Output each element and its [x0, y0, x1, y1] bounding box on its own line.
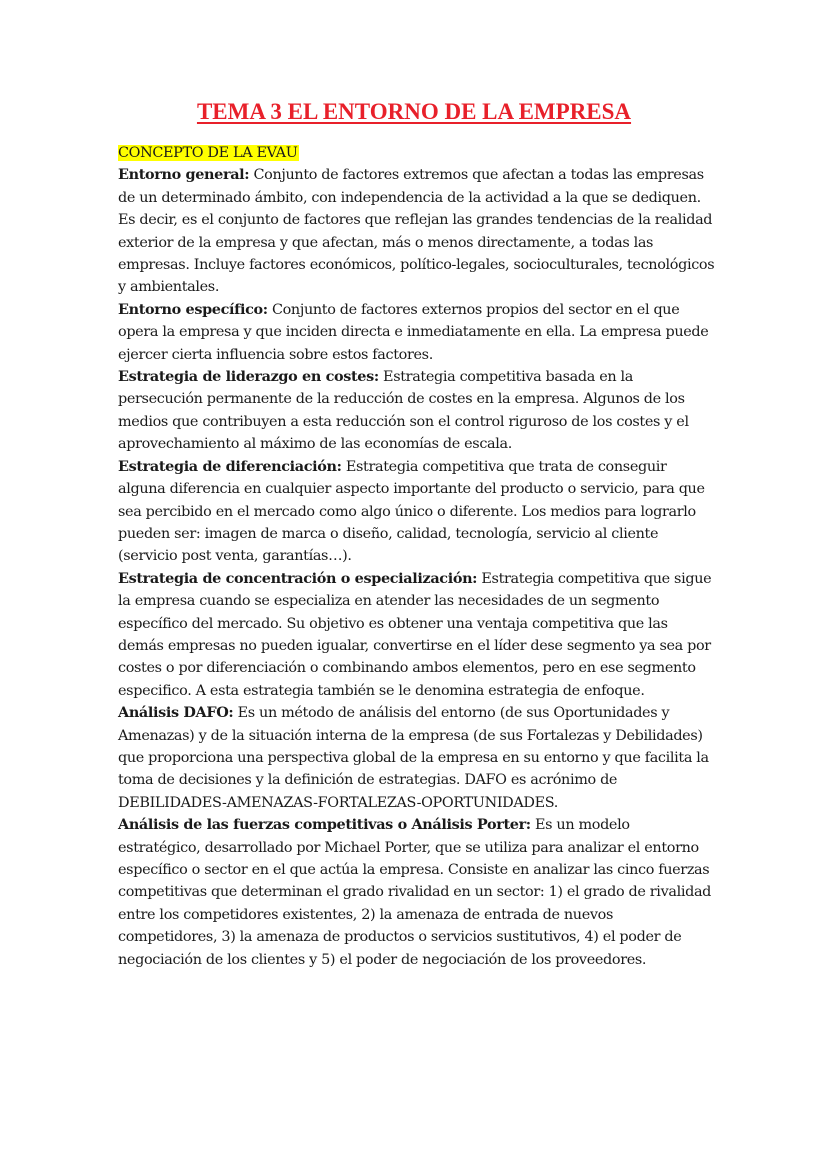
- definition-entry: [118, 456, 716, 568]
- definition-term: Estrategia de liderazgo en costes:: [118, 368, 379, 386]
- section-heading: CONCEPTO DE LA EVAU: [118, 145, 298, 161]
- definition-text: Es un modelo estratégico, desarrollado por Michael Porter, que se utiliza para analizar el entorno específico o sector en el que actúa la empresa. Consiste en analizar las cinco fuerzas competitivas que determinan el grado rivalidad en un sector: 1) el grado de rivalidad entre los competidores existentes, 2) la amenaza de entrada de nuevos competidores, 3) la amenaza de productos o servicios sustitutivos, 4) el poder de negociación de los clientes y 5) el poder de negociación de los proveedores.: [118, 817, 712, 968]
- definition-text: Conjunto de factores extremos que afectan a todas las empresas de un determinado ámbito, con independencia de la actividad a la que se dediquen. Es decir, es el conjunto de factores que reflejan las grandes tendencias de la realidad exterior de la empresa y que afectan, más o menos directamente, a todas las empresas. Incluye factores económicos, político-legales, socioculturales, tecnológicos y ambientales.: [118, 167, 715, 296]
- definition-term: Estrategia de concentración o especialización:: [118, 569, 478, 587]
- definition-term: Estrategia de diferenciación:: [118, 457, 342, 475]
- definition-entry: [118, 164, 716, 298]
- definition-term: Análisis de las fuerzas competitivas o Análisis Porter:: [118, 816, 531, 834]
- definition-text: Estrategia competitiva basada en la persecución permanente de la reducción de costes en la empresa. Algunos de los medios que contribuyen a esta reducción son el control riguroso de los costes y el aprovechamiento al máximo de las economías de escala.: [118, 369, 689, 453]
- definition-entry: [118, 299, 716, 366]
- definition-term: Análisis DAFO:: [118, 704, 234, 722]
- definition-entry: [118, 366, 716, 456]
- document-body: [118, 142, 716, 971]
- definition-text: Conjunto de factores externos propios del sector en el que opera la empresa y que inciden directa e inmediatamente en ella. La empresa puede ejercer cierta influencia sobre estos factores.: [118, 301, 709, 363]
- section-heading-line: [118, 142, 716, 164]
- definition-text: Es un método de análisis del entorno (de sus Oportunidades y Amenazas) y de la situación interna de la empresa (de sus Fortalezas y Debilidades) que proporciona una perspectiva global de la empresa en su entorno y que facilita la toma de decisiones y la definición de estrategias. DAFO es acrónimo de DEBILIDADES-AMENAZAS-FORTALEZAS-OPORTUNIDADES.: [118, 705, 709, 811]
- definition-entry: [118, 814, 716, 971]
- definition-term: Entorno específico:: [118, 300, 268, 318]
- definition-term: Entorno general:: [118, 166, 250, 184]
- definition-entry: [118, 568, 716, 702]
- page-title: TEMA 3 EL ENTORNO DE LA EMPRESA: [196, 99, 632, 124]
- definition-entry: [118, 702, 716, 814]
- definition-text: Estrategia competitiva que sigue la empresa cuando se especializa en atender las necesidades de un segmento específico del mercado. Su objetivo es obtener una ventaja competitiva que las demás empresas no pueden igualar, convertirse en el líder dese segmento ya sea por costes o por diferenciación o combinando ambos elementos, pero en ese segmento especifico. A esta estrategia también se le denomina estrategia de enfoque.: [118, 570, 712, 699]
- definition-text: Estrategia competitiva que trata de conseguir alguna diferencia en cualquier aspecto importante del producto o servicio, para que sea percibido en el mercado como algo único o diferente. Los medios para lograrlo pueden ser: imagen de marca o diseño, calidad, tecnología, servicio al cliente (servicio post venta, garantías…).: [118, 458, 705, 565]
